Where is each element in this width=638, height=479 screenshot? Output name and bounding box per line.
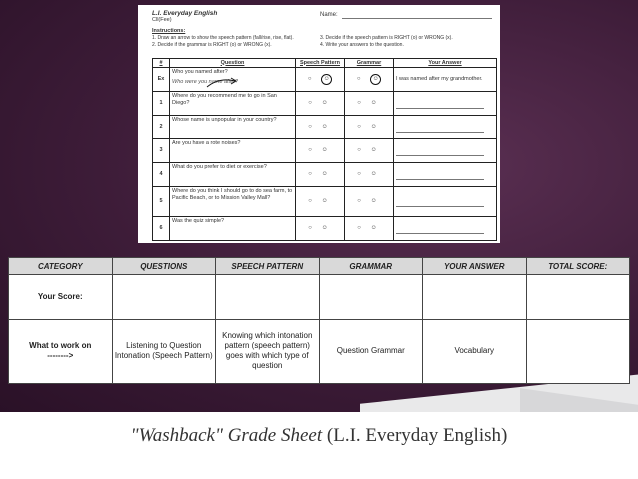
instruction-item: 2. Decide if the grammar is RIGHT (o) or WRONG (x).: [152, 42, 272, 48]
answer-line: [396, 155, 484, 156]
score-cell-answer: [423, 275, 527, 320]
grade-table: [8, 257, 630, 384]
col-grammar-header: Grammar: [345, 59, 394, 68]
grammar-options: ○ ☺: [345, 139, 394, 163]
answer-line: [396, 233, 484, 234]
name-line: [342, 18, 492, 19]
work-on-total: [526, 319, 630, 383]
work-on-speech: Knowing which intonation pattern (speech pattern) goes with which type of question: [216, 319, 320, 383]
question-correction: Who were you name after?: [172, 79, 239, 85]
question-text: Where do you recommend me to go in San Diego?: [170, 92, 296, 116]
instruction-item: 1. Draw an arrow to show the speech pattern (fall/rise, rise, flat).: [152, 35, 294, 41]
instruction-item: 3. Decide if the speech pattern is RIGHT (o) or WRONG (x).: [320, 35, 453, 41]
question-text: Are you have a rote noises?: [170, 139, 296, 163]
answer-cell: I was named after my grandmother.: [394, 68, 497, 92]
table-row: [153, 92, 497, 116]
pattern-arrow-icon: [205, 75, 245, 89]
header-your-answer: YOUR ANSWER: [423, 258, 527, 275]
worksheet-image: [138, 5, 500, 243]
row-number: 2: [153, 116, 170, 139]
row-number: Ex: [153, 68, 170, 92]
answer-line: [396, 179, 484, 180]
instruction-item: 4. Write your answers to the question.: [320, 42, 404, 48]
row-number: 4: [153, 163, 170, 187]
grammar-options: ○ ☺: [345, 163, 394, 187]
header-speech-pattern: SPEECH PATTERN: [216, 258, 320, 275]
worksheet-subtitle: Cll(Fee): [152, 17, 172, 23]
grade-sheet: [8, 257, 630, 384]
caption-plain: (L.I. Everyday English): [322, 425, 508, 446]
grammar-options: ○ ☺: [345, 217, 394, 241]
score-row: [9, 275, 630, 320]
answer-cell: [394, 139, 497, 163]
speech-options: ○ ☺: [296, 139, 345, 163]
your-score-label: Your Score:: [9, 275, 113, 320]
instructions-heading: Instructions:: [152, 28, 186, 34]
name-label: Name:: [320, 12, 338, 18]
speech-options: ○ ☺: [296, 187, 345, 217]
speech-options: ○ ☺: [296, 217, 345, 241]
col-speech-header: Speech Pattern: [296, 59, 345, 68]
header-grammar: GRAMMAR: [319, 258, 423, 275]
answer-line: [396, 206, 484, 207]
question-text: Whose name is unpopular in your country?: [170, 116, 296, 139]
row-number: 1: [153, 92, 170, 116]
circled-mark: ☺: [321, 74, 332, 85]
col-answer-header: Your Answer: [394, 59, 497, 68]
grammar-options: ○ ☺: [345, 187, 394, 217]
answer-cell: [394, 163, 497, 187]
grammar-options: ○ ☺: [345, 68, 394, 92]
row-number: 3: [153, 139, 170, 163]
answer-cell: [394, 187, 497, 217]
question-text: What do you prefer to diet or exercise?: [170, 163, 296, 187]
slide-caption: [0, 425, 638, 447]
header-total-score: TOTAL SCORE:: [526, 258, 630, 275]
table-row: [153, 163, 497, 187]
speech-options: ○ ☺: [296, 116, 345, 139]
work-on-answer: Vocabulary: [423, 319, 527, 383]
work-on-grammar: Question Grammar: [319, 319, 423, 383]
score-cell-questions: [112, 275, 216, 320]
col-num-header: #: [153, 59, 170, 68]
work-on-text: What to work on: [29, 341, 92, 351]
grammar-options: ○ ☺: [345, 116, 394, 139]
table-row: [153, 217, 497, 241]
question-text: Who you named after?: [172, 69, 228, 75]
worksheet-table: [152, 58, 497, 241]
row-number: 5: [153, 187, 170, 217]
question-text: Was the quiz simple?: [170, 217, 296, 241]
speech-options: ○ ☺: [296, 92, 345, 116]
speech-options: ○ ☺: [296, 68, 345, 92]
caption-italic: "Washback" Grade Sheet: [130, 425, 323, 446]
answer-cell: [394, 92, 497, 116]
work-on-label: [9, 319, 113, 383]
work-on-row: [9, 319, 630, 383]
header-questions: QUESTIONS: [112, 258, 216, 275]
worksheet-title: L.I. Everyday English: [152, 10, 218, 17]
row-number: 6: [153, 217, 170, 241]
grammar-options: ○ ☺: [345, 92, 394, 116]
table-row: [153, 187, 497, 217]
circled-mark: ☺: [370, 74, 381, 85]
table-row: [153, 116, 497, 139]
work-on-arrow: -------->: [47, 351, 74, 361]
speech-options: ○ ☺: [296, 163, 345, 187]
header-category: CATEGORY: [9, 258, 113, 275]
table-row: [153, 139, 497, 163]
score-cell-total: [526, 275, 630, 320]
work-on-questions: Listening to Question Intonation (Speech Pattern): [112, 319, 216, 383]
score-cell-speech: [216, 275, 320, 320]
score-cell-grammar: [319, 275, 423, 320]
answer-cell: [394, 116, 497, 139]
col-question-header: Question: [170, 59, 296, 68]
answer-cell: [394, 217, 497, 241]
question-text: Where do you think I should go to do sea farm, to Pacific Beach, or to Mission Valley Mall?: [170, 187, 296, 217]
answer-line: [396, 108, 484, 109]
answer-line: [396, 132, 484, 133]
